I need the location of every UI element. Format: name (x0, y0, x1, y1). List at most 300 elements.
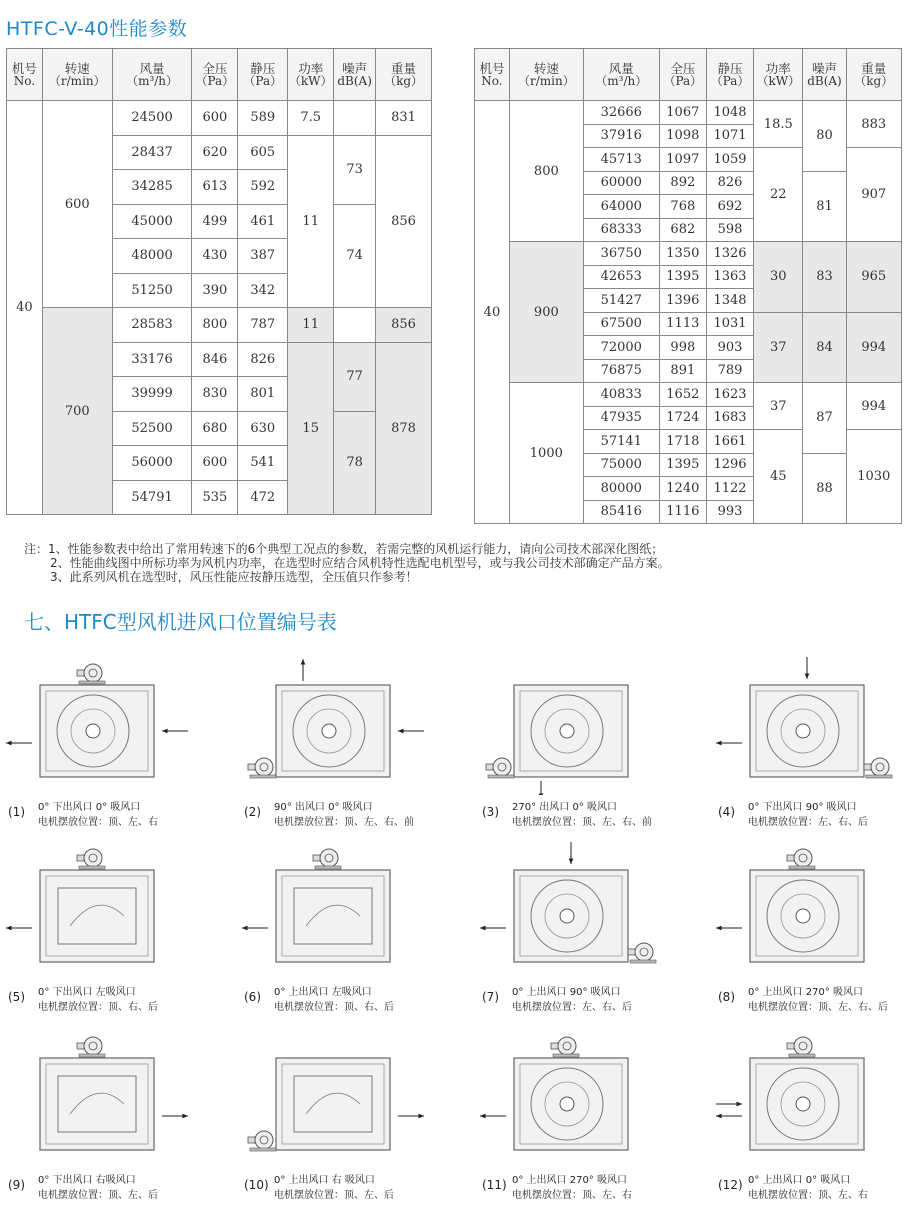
header-label: 静压 (717, 60, 743, 76)
motor-icon (787, 849, 815, 869)
flow-cell: 60000 (583, 171, 659, 195)
static-pressure-cell: 1661 (706, 430, 753, 454)
motor-icon (551, 1037, 579, 1057)
power-cell: 30 (754, 242, 803, 313)
note-1: 注：1、性能参数表中给出了常用转速下的6个典型工况点的参数，若需完整的风机运行能力，请向公司技术部深化图纸； (24, 542, 664, 556)
flow-cell: 36750 (583, 242, 659, 266)
fan-diagram (478, 655, 678, 795)
airflow-arrow-head (569, 858, 574, 864)
total-pressure-cell: 430 (192, 239, 238, 274)
column-header (334, 49, 376, 101)
flow-cell: 24500 (112, 101, 192, 136)
total-pressure-cell: 390 (192, 273, 238, 308)
position-outlet-inlet: 0° 下出风口 左吸风口 (38, 987, 136, 998)
noise-cell: 81 (803, 171, 846, 242)
power-cell: 11 (288, 135, 334, 308)
motor-body (787, 855, 794, 861)
motor-wheel (635, 943, 653, 961)
static-pressure-cell: 993 (706, 500, 753, 524)
motor-base (789, 1054, 815, 1057)
table-row (7, 308, 432, 343)
column-header (706, 49, 753, 101)
inlet-position-item (4, 840, 224, 1030)
static-pressure-cell: 826 (238, 342, 288, 377)
motor-base (553, 1054, 579, 1057)
motor-wheel (255, 1131, 273, 1149)
total-pressure-cell: 1724 (659, 406, 706, 430)
airflow-arrow-head (162, 729, 168, 734)
table-row (7, 101, 432, 136)
static-pressure-cell: 1048 (706, 101, 753, 125)
position-motor-placement: 电机摆放位置：顶、左、右 (38, 817, 158, 828)
fan-diagram (714, 1028, 910, 1168)
total-pressure-cell: 680 (192, 411, 238, 446)
position-number: (4) (718, 805, 735, 819)
inlet-position-item (714, 655, 910, 845)
airflow-arrow-head (736, 1102, 742, 1107)
motor-base (866, 775, 892, 778)
flow-cell: 42653 (583, 265, 659, 289)
noise-cell: 80 (803, 101, 846, 172)
notes (24, 542, 670, 584)
total-pressure-cell: 682 (659, 218, 706, 242)
header-unit: （r/min） (517, 73, 575, 88)
noise-cell (334, 308, 376, 343)
header-label: 机号 (11, 60, 37, 76)
total-pressure-cell: 1240 (659, 477, 706, 501)
position-motor-placement: 电机摆放位置：左、右、后 (748, 817, 868, 828)
column-header (583, 49, 659, 101)
header-unit: （kg） (854, 73, 894, 88)
flow-cell: 28437 (112, 135, 192, 170)
flow-cell: 76875 (583, 359, 659, 383)
fan-cabinet (276, 1058, 390, 1150)
flow-cell: 51250 (112, 273, 192, 308)
motor-body (864, 764, 871, 770)
motor-icon (77, 664, 105, 684)
flow-cell: 37916 (583, 124, 659, 148)
flow-cell: 80000 (583, 477, 659, 501)
power-cell: 7.5 (288, 101, 334, 136)
static-pressure-cell: 592 (238, 170, 288, 205)
header-unit: No. (13, 73, 36, 88)
motor-icon (628, 943, 656, 963)
total-pressure-cell: 1067 (659, 101, 706, 125)
position-motor-placement: 电机摆放位置：顶、左、右 (748, 1190, 868, 1201)
inlet-position-item (478, 840, 698, 1030)
column-header (192, 49, 238, 101)
header-unit: （Pa） (663, 73, 703, 88)
motor-wheel (794, 849, 812, 867)
position-number: (12) (718, 1178, 743, 1192)
motor-base (250, 1148, 276, 1151)
flow-cell: 75000 (583, 453, 659, 477)
speed-cell: 1000 (509, 383, 583, 524)
impeller-hub (796, 1097, 810, 1111)
position-number: (8) (718, 990, 735, 1004)
motor-base (488, 775, 514, 778)
header-unit: dB(A) (807, 73, 842, 88)
total-pressure-cell: 998 (659, 336, 706, 360)
flow-cell: 56000 (112, 446, 192, 481)
total-pressure-cell: 830 (192, 377, 238, 412)
performance-table-left (6, 48, 432, 515)
motor-body (77, 1043, 84, 1049)
inlet-position-item (240, 655, 460, 845)
airflow-arrow-head (716, 1114, 722, 1119)
airflow-arrow-head (418, 1114, 424, 1119)
motor-icon (248, 758, 276, 778)
total-pressure-cell: 1395 (659, 265, 706, 289)
weight-cell: 1030 (846, 430, 901, 524)
table-row (475, 242, 902, 266)
impeller-hub (560, 724, 574, 738)
fan-diagram (240, 1028, 440, 1168)
airflow-arrow-head (716, 926, 722, 931)
position-motor-placement: 电机摆放位置：顶、右、后 (274, 1002, 394, 1013)
motor-body (77, 670, 84, 676)
flow-cell: 28583 (112, 308, 192, 343)
motor-base (250, 775, 276, 778)
total-pressure-cell: 846 (192, 342, 238, 377)
column-header (475, 49, 510, 101)
weight-cell: 994 (846, 383, 901, 430)
airflow-arrow-head (805, 673, 810, 679)
power-cell: 15 (288, 342, 334, 515)
position-number: (9) (8, 1178, 25, 1192)
motor-base (79, 681, 105, 684)
total-pressure-cell: 800 (192, 308, 238, 343)
weight-cell: 965 (846, 242, 901, 313)
total-pressure-cell: 1395 (659, 453, 706, 477)
motor-base (630, 960, 656, 963)
motor-icon (864, 758, 892, 778)
weight-cell: 878 (376, 342, 432, 515)
impeller-hub (560, 909, 574, 923)
motor-body (248, 764, 255, 770)
static-pressure-cell: 1296 (706, 453, 753, 477)
motor-body (628, 949, 635, 955)
flow-cell: 67500 (583, 312, 659, 336)
noise-cell: 74 (334, 204, 376, 308)
power-cell: 11 (288, 308, 334, 343)
static-pressure-cell: 789 (706, 359, 753, 383)
position-outlet-inlet: 0° 上出风口 右 吸风口 (274, 1175, 375, 1186)
motor-base (79, 1054, 105, 1057)
fan-diagram (714, 840, 910, 980)
static-pressure-cell: 1348 (706, 289, 753, 313)
static-pressure-cell: 630 (238, 411, 288, 446)
column-header (846, 49, 901, 101)
inlet-position-item (714, 1028, 910, 1218)
position-outlet-inlet: 0° 下出风口 0° 吸风口 (38, 802, 141, 813)
model-cell: 40 (7, 101, 43, 515)
total-pressure-cell: 1116 (659, 500, 706, 524)
weight-cell: 831 (376, 101, 432, 136)
static-pressure-cell: 692 (706, 195, 753, 219)
fan-diagram (4, 655, 204, 795)
static-pressure-cell: 1071 (706, 124, 753, 148)
weight-cell: 907 (846, 148, 901, 242)
position-number: (1) (8, 805, 25, 819)
column-header (42, 49, 112, 101)
position-motor-placement: 电机摆放位置：顶、左、右、后 (748, 1002, 888, 1013)
position-outlet-inlet: 0° 上出风口 左吸风口 (274, 987, 372, 998)
model-cell: 40 (475, 101, 510, 524)
flow-cell: 47935 (583, 406, 659, 430)
header-label: 重量 (861, 60, 887, 76)
note-3: 3、此系列风机在选型时，风压性能应按静压选型，全压值只作参考！ (50, 570, 418, 584)
flow-cell: 52500 (112, 411, 192, 446)
header-label: 功率 (765, 60, 791, 76)
performance-table-right (474, 48, 902, 524)
motor-body (787, 1043, 794, 1049)
flow-cell: 57141 (583, 430, 659, 454)
flow-cell: 33176 (112, 342, 192, 377)
header-unit: （Pa） (243, 73, 283, 88)
static-pressure-cell: 1326 (706, 242, 753, 266)
fan-diagram (240, 655, 440, 795)
power-cell: 45 (754, 430, 803, 524)
weight-cell: 856 (376, 135, 432, 308)
inlet-position-item (4, 655, 224, 845)
table-row (475, 101, 902, 125)
position-motor-placement: 电机摆放位置：顶、左、右、前 (512, 817, 652, 828)
static-pressure-cell: 1623 (706, 383, 753, 407)
header-label: 全压 (670, 60, 696, 76)
header-unit: dB(A) (337, 73, 372, 88)
airflow-arrow-head (301, 659, 306, 665)
column-header (754, 49, 803, 101)
total-pressure-cell: 891 (659, 359, 706, 383)
position-number: (7) (482, 990, 499, 1004)
header-unit: （kW） (756, 73, 801, 88)
airflow-arrow-head (182, 1114, 188, 1119)
position-outlet-inlet: 0° 上出风口 0° 吸风口 (748, 1175, 851, 1186)
motor-body (313, 855, 320, 861)
static-pressure-cell: 1031 (706, 312, 753, 336)
power-cell: 37 (754, 383, 803, 430)
column-header (659, 49, 706, 101)
static-pressure-cell: 387 (238, 239, 288, 274)
static-pressure-cell: 826 (706, 171, 753, 195)
power-cell: 37 (754, 312, 803, 383)
airflow-arrow-head (716, 741, 722, 746)
motor-wheel (84, 849, 102, 867)
header-label: 静压 (250, 60, 276, 76)
header-label: 噪声 (342, 60, 368, 76)
noise-cell: 84 (803, 312, 846, 383)
fan-diagram (4, 840, 204, 980)
static-pressure-cell: 903 (706, 336, 753, 360)
position-number: (10) (244, 1178, 269, 1192)
motor-wheel (320, 849, 338, 867)
static-pressure-cell: 342 (238, 273, 288, 308)
header-unit: （Pa） (710, 73, 750, 88)
header-unit: （m³/h） (595, 73, 648, 88)
fan-diagram (714, 655, 910, 795)
total-pressure-cell: 535 (192, 480, 238, 515)
motor-wheel (493, 758, 511, 776)
header-unit: （m³/h） (126, 73, 179, 88)
flow-cell: 34285 (112, 170, 192, 205)
inlet-position-item (240, 840, 460, 1030)
position-motor-placement: 电机摆放位置：顶、右、后 (38, 1002, 158, 1013)
position-motor-placement: 电机摆放位置：顶、左、后 (38, 1190, 158, 1201)
position-outlet-inlet: 270° 出风口 0° 吸风口 (512, 802, 617, 813)
total-pressure-cell: 499 (192, 204, 238, 239)
flow-cell: 40833 (583, 383, 659, 407)
noise-cell: 87 (803, 383, 846, 454)
column-header (509, 49, 583, 101)
static-pressure-cell: 787 (238, 308, 288, 343)
motor-icon (77, 1037, 105, 1057)
header-label: 转速 (64, 60, 90, 76)
noise-cell: 73 (334, 135, 376, 204)
static-pressure-cell: 1683 (706, 406, 753, 430)
impeller-hub (560, 1097, 574, 1111)
motor-wheel (871, 758, 889, 776)
column-header (238, 49, 288, 101)
weight-cell: 994 (846, 312, 901, 383)
total-pressure-cell: 892 (659, 171, 706, 195)
motor-icon (313, 849, 341, 869)
table-row (475, 383, 902, 407)
motor-base (315, 866, 341, 869)
header-label: 功率 (298, 60, 324, 76)
static-pressure-cell: 801 (238, 377, 288, 412)
fan-cabinet (40, 1058, 154, 1150)
total-pressure-cell: 600 (192, 446, 238, 481)
motor-body (551, 1043, 558, 1049)
impeller-hub (322, 724, 336, 738)
page-title: HTFC-V-40性能参数 (6, 18, 188, 40)
header-label: 全压 (202, 60, 228, 76)
airflow-arrow-head (539, 793, 544, 795)
impeller-hub (796, 724, 810, 738)
total-pressure-cell: 1097 (659, 148, 706, 172)
airflow-arrow-head (6, 926, 12, 931)
inlet-position-item (478, 1028, 698, 1218)
note-2: 2、性能曲线图中所标功率为风机内功率，在选型时应结合风机特性选配电机型号，或与我公司技术部确定产品方案。 (50, 556, 670, 570)
header-unit: （Pa） (195, 73, 235, 88)
position-number: (3) (482, 805, 499, 819)
column-header (803, 49, 846, 101)
header-label: 风量 (139, 60, 165, 76)
inlet-position-item (240, 1028, 460, 1218)
speed-cell: 800 (509, 101, 583, 242)
flow-cell: 32666 (583, 101, 659, 125)
fan-diagram (240, 840, 440, 980)
total-pressure-cell: 768 (659, 195, 706, 219)
noise-cell: 88 (803, 453, 846, 524)
header-label: 转速 (533, 60, 559, 76)
airflow-arrow-head (480, 1114, 486, 1119)
motor-body (248, 1137, 255, 1143)
flow-cell: 54791 (112, 480, 192, 515)
total-pressure-cell: 600 (192, 101, 238, 136)
total-pressure-cell: 1098 (659, 124, 706, 148)
position-number: (5) (8, 990, 25, 1004)
position-outlet-inlet: 0° 上出风口 270° 吸风口 (748, 987, 863, 998)
fan-diagram (4, 1028, 204, 1168)
motor-wheel (84, 664, 102, 682)
airflow-arrow-head (480, 926, 486, 931)
static-pressure-cell: 1363 (706, 265, 753, 289)
position-outlet-inlet: 0° 下出风口 90° 吸风口 (748, 802, 857, 813)
speed-cell: 700 (42, 308, 112, 515)
header-label: 机号 (479, 60, 505, 76)
motor-icon (77, 849, 105, 869)
inlet-position-item (714, 840, 910, 1030)
total-pressure-cell: 1652 (659, 383, 706, 407)
column-header (288, 49, 334, 101)
position-motor-placement: 电机摆放位置：顶、左、右、前 (274, 817, 414, 828)
section-title: 七、HTFC型风机进风口位置编号表 (24, 610, 337, 634)
noise-cell: 83 (803, 242, 846, 313)
noise-cell: 78 (334, 411, 376, 515)
airflow-arrow-head (242, 926, 248, 931)
motor-body (486, 764, 493, 770)
airflow-arrow-head (6, 741, 12, 746)
flow-cell: 72000 (583, 336, 659, 360)
position-outlet-inlet: 90° 出风口 0° 吸风口 (274, 802, 373, 813)
fan-cabinet (40, 870, 154, 962)
fan-diagram (478, 840, 678, 980)
motor-base (79, 866, 105, 869)
position-motor-placement: 电机摆放位置：顶、左、右 (512, 1190, 632, 1201)
flow-cell: 51427 (583, 289, 659, 313)
speed-cell: 900 (509, 242, 583, 383)
inlet-position-item (4, 1028, 224, 1218)
position-number: (2) (244, 805, 261, 819)
motor-wheel (84, 1037, 102, 1055)
flow-cell: 64000 (583, 195, 659, 219)
power-cell: 22 (754, 148, 803, 242)
static-pressure-cell: 1059 (706, 148, 753, 172)
speed-cell: 600 (42, 101, 112, 308)
fan-diagram (478, 1028, 678, 1168)
static-pressure-cell: 472 (238, 480, 288, 515)
position-outlet-inlet: 0° 上出风口 90° 吸风口 (512, 987, 621, 998)
header-unit: No. (481, 73, 503, 88)
impeller-hub (796, 909, 810, 923)
motor-wheel (794, 1037, 812, 1055)
position-number: (11) (482, 1178, 507, 1192)
total-pressure-cell: 1396 (659, 289, 706, 313)
fan-cabinet (276, 870, 390, 962)
header-label: 风量 (608, 60, 634, 76)
static-pressure-cell: 589 (238, 101, 288, 136)
weight-cell: 856 (376, 308, 432, 343)
inlet-position-item (478, 655, 698, 845)
motor-icon (248, 1131, 276, 1151)
static-pressure-cell: 605 (238, 135, 288, 170)
motor-wheel (558, 1037, 576, 1055)
total-pressure-cell: 1113 (659, 312, 706, 336)
total-pressure-cell: 620 (192, 135, 238, 170)
flow-cell: 45713 (583, 148, 659, 172)
flow-cell: 48000 (112, 239, 192, 274)
column-header (112, 49, 192, 101)
static-pressure-cell: 541 (238, 446, 288, 481)
static-pressure-cell: 461 (238, 204, 288, 239)
motor-body (77, 855, 84, 861)
header-label: 噪声 (811, 60, 837, 76)
power-cell: 18.5 (754, 101, 803, 148)
header-unit: （kg） (384, 73, 424, 88)
column-header (7, 49, 43, 101)
